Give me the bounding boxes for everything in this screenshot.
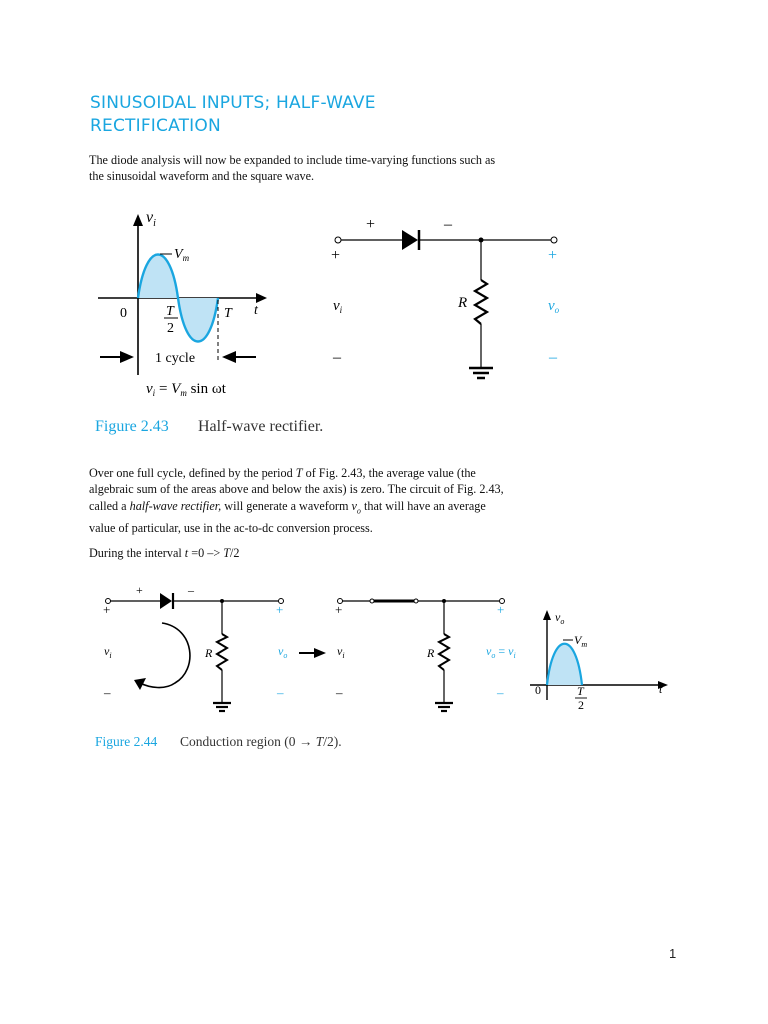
input-minus: – [333,349,341,366]
para2-line-3: called a half-wave rectifier, will generate a waveform $v_o$ that will have an average [89,498,486,516]
intro-line-1: The diode analysis will now be expanded to include time-varying functions such as [89,153,496,167]
origin-zero: 0 [120,306,127,321]
c2-output-plus: + [497,602,505,617]
t-period-label: T [224,306,232,321]
c2-input-voltage: $v_i$ [337,644,345,660]
figure-243-number: Figure 2.43 [95,418,169,435]
wave-t-numerator: T [577,684,584,698]
t-half-numerator: T [166,304,174,319]
paragraph-interval: During the interval t =0 –> T/2 [89,546,240,560]
para2-line-2: algebraic sum of the areas above and below the axis) is zero. The circuit of Fig. 2.43, [89,482,504,497]
para2-line-4: value of particular, use in the ac-to-dc conversion process. [89,520,373,535]
c1-output-voltage: $v_o$ [278,644,288,660]
c1-input-voltage: $v_i$ [104,644,112,660]
c2-output-minus: – [497,685,504,700]
output-voltage-label: $v_o$ [548,298,560,315]
vi-axis-label: $v_i$ [146,209,156,229]
figure-244-caption: Conduction region (0 → T/2). [180,734,342,749]
diode-minus: – [444,216,452,233]
wave-t-axis-label: t [659,682,663,696]
diode-plus: + [366,216,376,233]
c1-output-plus: + [276,602,284,617]
c1-resistor-label: R [205,646,213,660]
c2-resistor-label: R [427,646,435,660]
c1-output-minus: – [277,685,284,700]
heading-line-2: RECTIFICATION [90,116,221,136]
t-half-denominator: 2 [167,321,174,336]
resistor-label: R [458,295,468,311]
c1-input-plus: + [103,602,111,617]
c2-input-minus: – [336,685,343,700]
input-plus: + [331,247,341,264]
intro-line-2: the sinusoidal waveform and the square wave. [89,169,315,184]
output-minus: – [549,349,557,366]
para2-line-1: Over one full cycle, defined by the period T of Fig. 2.43, the average value (the [89,466,476,480]
c1-diode-minus: – [188,583,194,597]
t-axis-label: t [254,303,258,318]
figure-243-caption: Half-wave rectifier. [198,418,324,435]
figure-244-number: Figure 2.44 [95,734,158,749]
wave-t-denominator: 2 [578,698,584,712]
input-voltage-label: $v_i$ [333,298,343,315]
c2-output-equals-input: $v_o = v_i$ [486,644,516,660]
wave-vm-label: $V_m$ [574,633,588,649]
c1-diode-plus: + [136,583,143,597]
c2-input-plus: + [335,602,343,617]
wave-origin-zero: 0 [535,683,541,697]
waveform-equation: $v_i = V_m$ sin ωt [146,381,226,398]
c1-input-minus: – [104,685,111,700]
vm-label: $V_m$ [174,247,190,263]
output-plus: + [548,247,558,264]
page-number: 1 [669,946,677,961]
vo-axis-label: $v_o$ [555,610,565,626]
heading-line-1: SINUSOIDAL INPUTS; HALF-WAVE [90,93,376,113]
one-cycle-label: 1 cycle [155,351,196,366]
